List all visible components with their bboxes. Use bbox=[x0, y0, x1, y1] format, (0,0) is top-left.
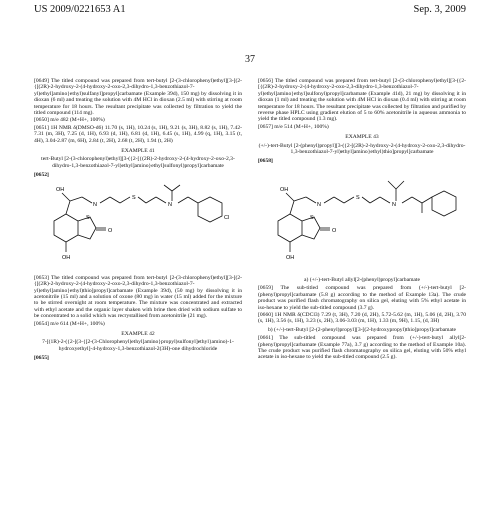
paragraph-0659: [0659] The sub-titled compound was prepared from (+/-)-tert-butyl [2-(phenyl)propyl]carbamate (5.8 g) according to the method of Example 13a). The crude product was purified flash chromatography on silica gel, eluting with 5% ethyl acetate in iso-hexane to yield the sub-titled compound (3.7 g). bbox=[258, 285, 466, 311]
structure-drawing bbox=[34, 179, 242, 275]
example-43-title: (+/-)-tert-Butyl [2-(phenyl)propyl][3-({2-[(2R)-2-hydroxy-2-(4-hydroxy-2-oxo-2,3-dihydro-1,3-benzothiazol-7-yl)ethyl]amino}ethyl)thio]propyl]carbamate bbox=[258, 142, 466, 156]
s-label-chain: S bbox=[132, 194, 136, 201]
s-label-ring-43: S bbox=[310, 214, 314, 221]
paragraph-0656: [0656] The titled compound was prepared from tert-butyl [2-(3-chlorophenyl)ethyl][3-({2-[{(2R)-2-hydroxy-2-(4-hydroxy-2-oxo-2,3-dihydro-1,3-benzothiazol-7-yl)ethyl]amino}ethyl]sulfonyl)propyl]carbamate (Example 41d), 21 mg) by dissolving it in dioxan (1 ml) and treating the solution with 4M HCl in dioxan (0.4 ml) with stirring at room temperature for 18 hours. The resultant precipitate was collected by filtration and purified by reverse phase HPLC using gradient elution of 5 to 60% acetonitrile in aqueous ammonia to yield the titled compound (1.3 mg). bbox=[258, 78, 466, 123]
paragraph-0651: [0651] 1H NMR δ(DMSO-d6) 11.70 (s, 1H), 10.24 (s, 1H), 9.21 (s, 3H), 8.82 (s, 1H), 7.42-7.31 (m, 3H), 7.25 (d, 1H), 6.93 (d, 1H), 6.81 (d, 1H), 6.45 (s, 1H), 4.99 (q, 1H), 3.15 (t, 4H), 3.04-2.87 (m, 6H), 2.84 (t, 2H), 2.68 (t, 2H), 1.94 (t, 2H) bbox=[34, 124, 242, 144]
oh-label-top: OH bbox=[56, 186, 65, 193]
oh-label-bottom: OH bbox=[62, 254, 71, 261]
caption-b: b) (+/-)-tert-Butyl [2-(2-phenyl)propyl][3-[(2-hydroxypropyl)thio]propyl]carbamate bbox=[268, 326, 456, 333]
example-43-heading: EXAMPLE 43 bbox=[345, 134, 379, 141]
caption-a: a) (+/-)-tert-Butyl allyl[2-(phenyl)propyl]carbamate bbox=[304, 276, 420, 283]
left-column bbox=[34, 78, 242, 362]
paragraph-tag-0658: [0658] bbox=[258, 158, 273, 165]
nh-label: N bbox=[93, 201, 97, 208]
paragraph-0650: [0650] m/e 482 (M+H+, 100%) bbox=[34, 117, 105, 124]
paragraph-0660: [0660] 1H NMR δ(CDCl3) 7.29 (t, 3H), 7.20 (d, 2H), 5.72-5.62 (m, 1H), 5.06 (d, 2H), 3.70 (s, 1H), 3.56 (s, 1H), 3.23 (s, 2H), 3.06-3.03 (m, 1H), 1.33 (m, 9H), 1.15, (d, 3H) bbox=[258, 311, 466, 325]
paragraph-0657: [0657] m/e 514 (M+H+, 100%) bbox=[258, 123, 329, 130]
n-label-carbamate-43: N bbox=[392, 201, 396, 208]
chemical-structure-example-41 bbox=[34, 179, 242, 275]
paragraph-tag-0655: [0655] bbox=[34, 355, 49, 362]
paragraph-0653: [0653] The titled compound was prepared from tert-butyl [2-(3-chlorophenyl)ethyl][3-[(2-{[(2R)-2-hydroxy-2-(4-hydroxy-2-oxo-2,3-dihydro-1,3-benzothiazol-7-yl)ethyl]amino}ethyl)thio]propyl]carbamate (Example 39d), (50 mg) by dissolving it in acetonitrile (15 ml) and a solution of oxone (80 mg) in water (15 ml) added for the mixture to be stirred overnight at room temperature. The mixture was concentrated and extracted with ethyl acetate and the organic layer shaken with brine then dried with sodium sulfate to be concentrated to a solid which was recrystallised from acetonitrile (21 mg). bbox=[34, 274, 242, 320]
paragraph-0654: [0654] m/e 614 (M+H+, 100%) bbox=[34, 320, 105, 327]
example-41-title: tert-Butyl [2-(3-chlorophenyl)ethyl][3-({2-[{(2R)-2-hydroxy-2-(4-hydroxy-2-oxo-2,3-dihydro-1,3-benzothiazol-7-yl)ethyl]amino}ethyl]sulfonyl)propyl]carbamate bbox=[41, 156, 235, 169]
cl-label: Cl bbox=[224, 214, 230, 221]
chemical-structure-example-43 bbox=[258, 165, 466, 275]
o-label-carbonyl: O bbox=[108, 227, 113, 234]
o-label-carbonyl-43: O bbox=[332, 227, 337, 234]
structure-drawing-43 bbox=[258, 165, 466, 275]
page-number: 37 bbox=[245, 54, 255, 65]
example-41-heading: EXAMPLE 41 bbox=[121, 148, 155, 155]
example-42-heading: EXAMPLE 42 bbox=[121, 330, 155, 337]
example-42-title: 7-[(1R)-2-({2-[(3-{[2-(3-Chlorophenyl)ethyl]amino}propyl)sulfonyl]ethyl}amino)-1-hydroxyethyl]-4-hydroxy-1,3-benzothiazol-2(3H)-one dihydrochloride bbox=[42, 339, 234, 352]
patent-number: US 2009/0221653 A1 bbox=[34, 4, 126, 15]
s-label-chain-43: S bbox=[356, 194, 360, 201]
publication-date: Sep. 3, 2009 bbox=[413, 4, 466, 15]
paragraph-0649: [0649] The titled compound was prepared from tert-butyl [2-(3-chlorophenyl)ethyl][3-[(2-{[(2R)-2-hydroxy-2-(4-hydroxy-2-oxo-2,3-dihydro-1,3-benzothiazol-7-yl)ethyl]amino}ethyl)sulfanyl]propyl]carbamate (Example 39d), 150 mg) by dissolving it in dioxan (6 ml) and treating the solution with 4M HCl in dioxan (2.5 ml) with stirring at room temperature for 18 hours. The resultant precipitate was collected by filtration to yield the titled compound (114 mg). bbox=[34, 78, 242, 117]
paragraph-tag-0652: [0652] bbox=[34, 172, 49, 179]
oh-label-top-43: OH bbox=[280, 186, 289, 193]
s-label-ring: S bbox=[86, 214, 90, 221]
oh-label-bottom-43: OH bbox=[286, 254, 295, 261]
paragraph-0661: [0661] The sub-titled compound was prepared from (+/-)-tert-butyl allyl[2-(phenyl)propyl]carbamate (Example 77a), 3.7 g) according to the method of Example 10a). The crude product was purified flash chromatography on silica gel, eluting with 50% ethyl acetate in iso-hexane to yield the sub-titled compound (2.5 g). bbox=[258, 335, 466, 361]
n-label-carbamate: N bbox=[168, 201, 172, 208]
right-column bbox=[258, 78, 466, 362]
nh-label-43: N bbox=[317, 201, 321, 208]
page-header bbox=[34, 4, 466, 18]
